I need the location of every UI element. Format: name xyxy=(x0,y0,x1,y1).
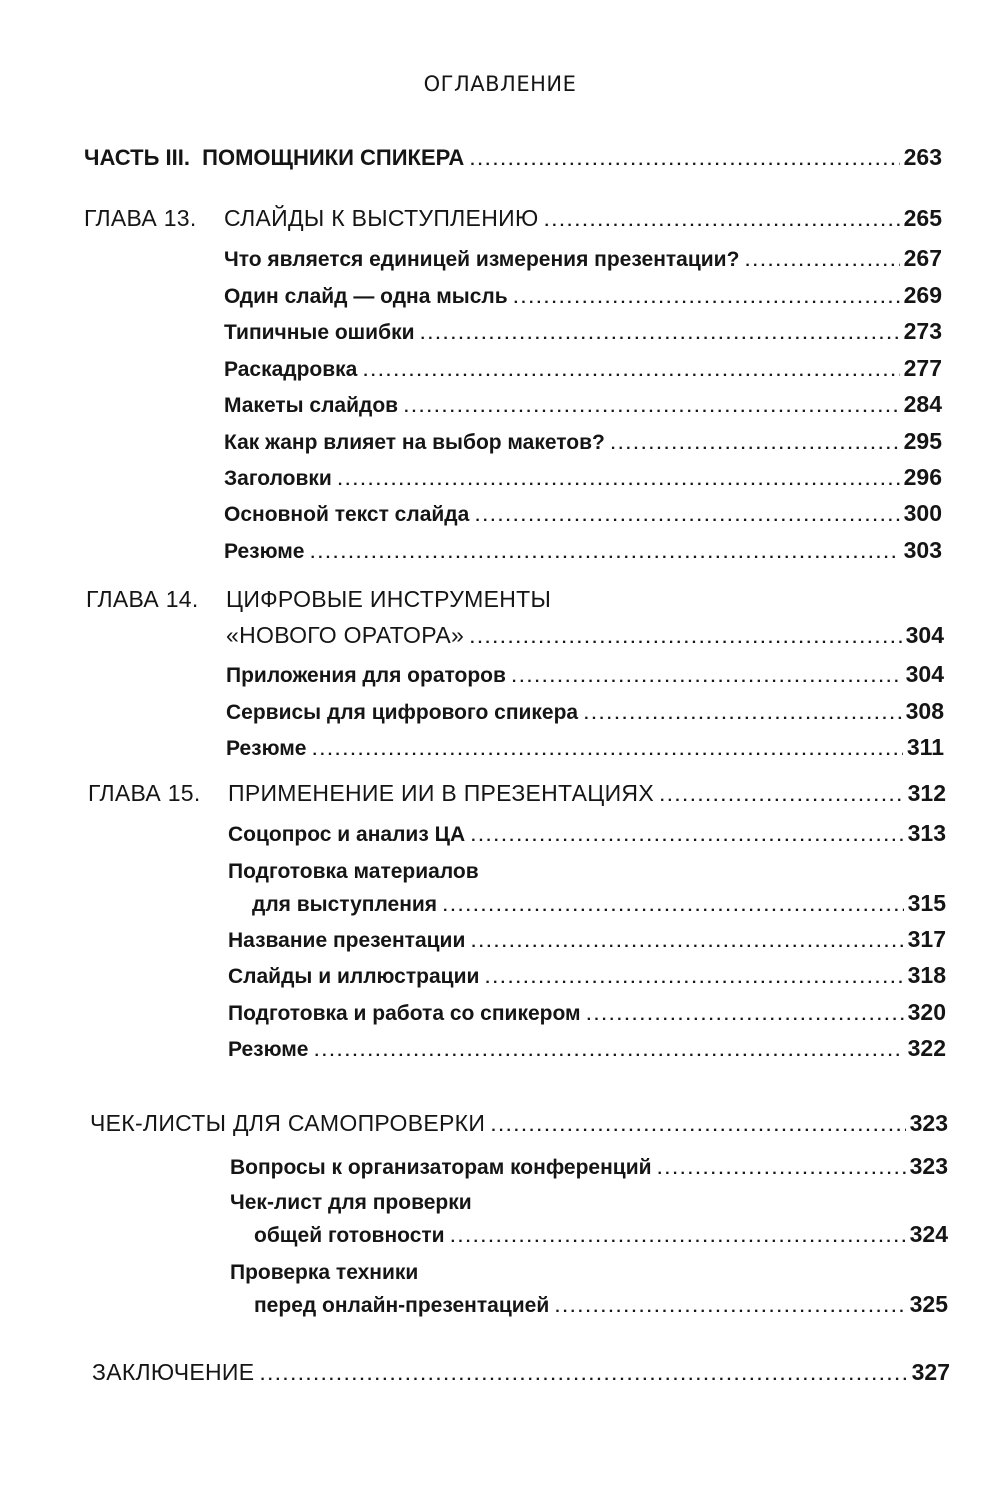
toc-section[interactable] xyxy=(224,318,942,345)
toc-section[interactable] xyxy=(224,428,942,455)
page-number: 324 xyxy=(909,1221,948,1247)
page-number: 304 xyxy=(905,661,944,687)
toc-chapter-13[interactable] xyxy=(84,205,942,232)
toc-section-line1[interactable]: Чек-лист для проверки xyxy=(230,1191,472,1214)
chapter-name: ЦИФРОВЫЕ ИНСТРУМЕНТЫ xyxy=(226,586,552,612)
section-title: Макеты слайдов xyxy=(224,394,399,417)
chapter-title-cont: «НОВОГО ОРАТОРА» xyxy=(226,622,465,648)
dot-leader xyxy=(314,1043,903,1061)
toc-section[interactable] xyxy=(224,464,942,491)
toc-section[interactable] xyxy=(226,698,944,725)
dot-leader xyxy=(660,788,904,806)
dot-leader xyxy=(611,436,900,454)
chapter-name: СЛАЙДЫ К ВЫСТУПЛЕНИЮ xyxy=(224,205,539,231)
dot-leader xyxy=(512,669,902,687)
page-number: 296 xyxy=(903,464,942,490)
section-title-cont: общей готовности xyxy=(254,1224,445,1247)
toc-checklists[interactable] xyxy=(90,1110,948,1137)
page-number: 284 xyxy=(903,391,942,417)
page-number: 312 xyxy=(907,780,946,806)
section-title: Типичные ошибки xyxy=(224,321,415,344)
toc-conclusion[interactable] xyxy=(92,1359,950,1386)
page-number: 273 xyxy=(903,318,942,344)
toc-section[interactable] xyxy=(230,1153,948,1180)
part-title: ЧАСТЬ III. ПОМОЩНИКИ СПИКЕРА xyxy=(84,145,465,170)
chapter-title xyxy=(84,205,538,232)
dot-leader xyxy=(470,152,899,170)
toc-section[interactable] xyxy=(224,391,942,418)
page-number: 277 xyxy=(903,355,942,381)
dot-leader xyxy=(485,970,903,988)
section-title: Приложения для ораторов xyxy=(226,664,506,687)
section-title-cont: для выступления xyxy=(252,893,438,916)
chapter-prefix: ГЛАВА 14. xyxy=(86,586,199,612)
toc-section[interactable] xyxy=(224,500,942,527)
dot-leader xyxy=(312,742,902,760)
page-number: 303 xyxy=(903,537,942,563)
dot-leader xyxy=(260,1367,907,1385)
toc-section[interactable] xyxy=(226,661,944,688)
toc-section[interactable] xyxy=(254,1221,948,1248)
dot-leader xyxy=(514,290,900,308)
dot-leader xyxy=(658,1161,906,1179)
page-number: 311 xyxy=(906,734,944,760)
page-number: 325 xyxy=(909,1291,948,1317)
section-title: Соцопрос и анализ ЦА xyxy=(228,823,466,846)
toc-section-line1[interactable]: Подготовка материалов xyxy=(228,860,479,883)
section-title: Что является единицей измерения презентации? xyxy=(224,248,740,271)
section-title: Подготовка и работа со спикером xyxy=(228,1002,581,1025)
dot-leader xyxy=(451,1229,906,1247)
toc-section-line1[interactable]: Проверка техники xyxy=(230,1261,419,1284)
dot-leader xyxy=(338,472,900,490)
toc-section[interactable] xyxy=(224,245,942,272)
chapter-title: ЧЕК-ЛИСТЫ ДЛЯ САМОПРОВЕРКИ xyxy=(90,1110,486,1136)
chapter-title: ЗАКЛЮЧЕНИЕ xyxy=(92,1359,255,1385)
toc-section[interactable] xyxy=(226,734,944,761)
page-number: 313 xyxy=(907,820,946,846)
section-title: Резюме xyxy=(226,737,307,760)
dot-leader xyxy=(555,1299,905,1317)
running-head: ОГЛАВЛЕНИЕ xyxy=(423,72,577,96)
toc-section[interactable] xyxy=(228,999,946,1026)
page-number: 327 xyxy=(911,1359,950,1385)
page-number: 308 xyxy=(905,698,944,724)
toc-section[interactable] xyxy=(228,820,946,847)
section-title: Название презентации xyxy=(228,929,466,952)
dot-leader xyxy=(584,706,902,724)
page-number: 269 xyxy=(903,282,942,308)
toc-section[interactable] xyxy=(228,962,946,989)
toc-chapter-15[interactable] xyxy=(88,780,946,807)
section-title: Резюме xyxy=(224,540,305,563)
page-number: 267 xyxy=(903,245,942,271)
page-number: 318 xyxy=(907,962,946,988)
toc-section[interactable] xyxy=(252,890,946,917)
toc-section[interactable] xyxy=(228,926,946,953)
toc-section[interactable] xyxy=(254,1291,948,1318)
page-number: 265 xyxy=(903,205,942,231)
section-title: Раскадровка xyxy=(224,358,358,381)
page-number: 323 xyxy=(909,1110,948,1136)
dot-leader xyxy=(587,1007,904,1025)
chapter-prefix: ГЛАВА 15. xyxy=(88,780,201,806)
section-title: Вопросы к организаторам конференций xyxy=(230,1156,652,1179)
dot-leader xyxy=(310,545,899,563)
dot-leader xyxy=(443,898,904,916)
page-number: 322 xyxy=(907,1035,946,1061)
dot-leader xyxy=(745,253,899,271)
toc-part-3[interactable] xyxy=(84,144,942,171)
dot-leader xyxy=(404,399,900,417)
page-number: 315 xyxy=(907,890,946,916)
section-title: Как жанр влияет на выбор макетов? xyxy=(224,431,605,454)
section-title: Заголовки xyxy=(224,467,332,490)
toc-section[interactable] xyxy=(228,1035,946,1062)
toc-section[interactable] xyxy=(224,355,942,382)
section-title: Резюме xyxy=(228,1038,309,1061)
toc-section[interactable] xyxy=(224,282,942,309)
dot-leader xyxy=(475,508,899,526)
page-number: 295 xyxy=(903,428,942,454)
dot-leader xyxy=(544,213,899,231)
section-title: Сервисы для цифрового спикера xyxy=(226,701,579,724)
toc-section[interactable] xyxy=(224,537,942,564)
dot-leader xyxy=(471,828,904,846)
chapter-name: ПРИМЕНЕНИЕ ИИ В ПРЕЗЕНТАЦИЯХ xyxy=(228,780,654,806)
section-title: Основной текст слайда xyxy=(224,503,470,526)
dot-leader xyxy=(363,363,899,381)
chapter-title xyxy=(88,780,654,807)
page-number: 320 xyxy=(907,999,946,1025)
toc-chapter-14[interactable] xyxy=(226,622,944,649)
section-title-cont: перед онлайн-презентацией xyxy=(254,1294,550,1317)
section-title: Слайды и иллюстрации xyxy=(228,965,480,988)
toc-chapter-14-line1[interactable] xyxy=(86,586,551,613)
dot-leader xyxy=(421,326,900,344)
dot-leader xyxy=(470,630,902,648)
page-number: 263 xyxy=(903,144,942,170)
page-number: 300 xyxy=(903,500,942,526)
page-number: 304 xyxy=(905,622,944,648)
section-title: Один слайд — одна мысль xyxy=(224,285,508,308)
page-number: 323 xyxy=(909,1153,948,1179)
dot-leader xyxy=(491,1118,905,1136)
page-number: 317 xyxy=(907,926,946,952)
dot-leader xyxy=(471,934,903,952)
chapter-prefix: ГЛАВА 13. xyxy=(84,205,197,231)
